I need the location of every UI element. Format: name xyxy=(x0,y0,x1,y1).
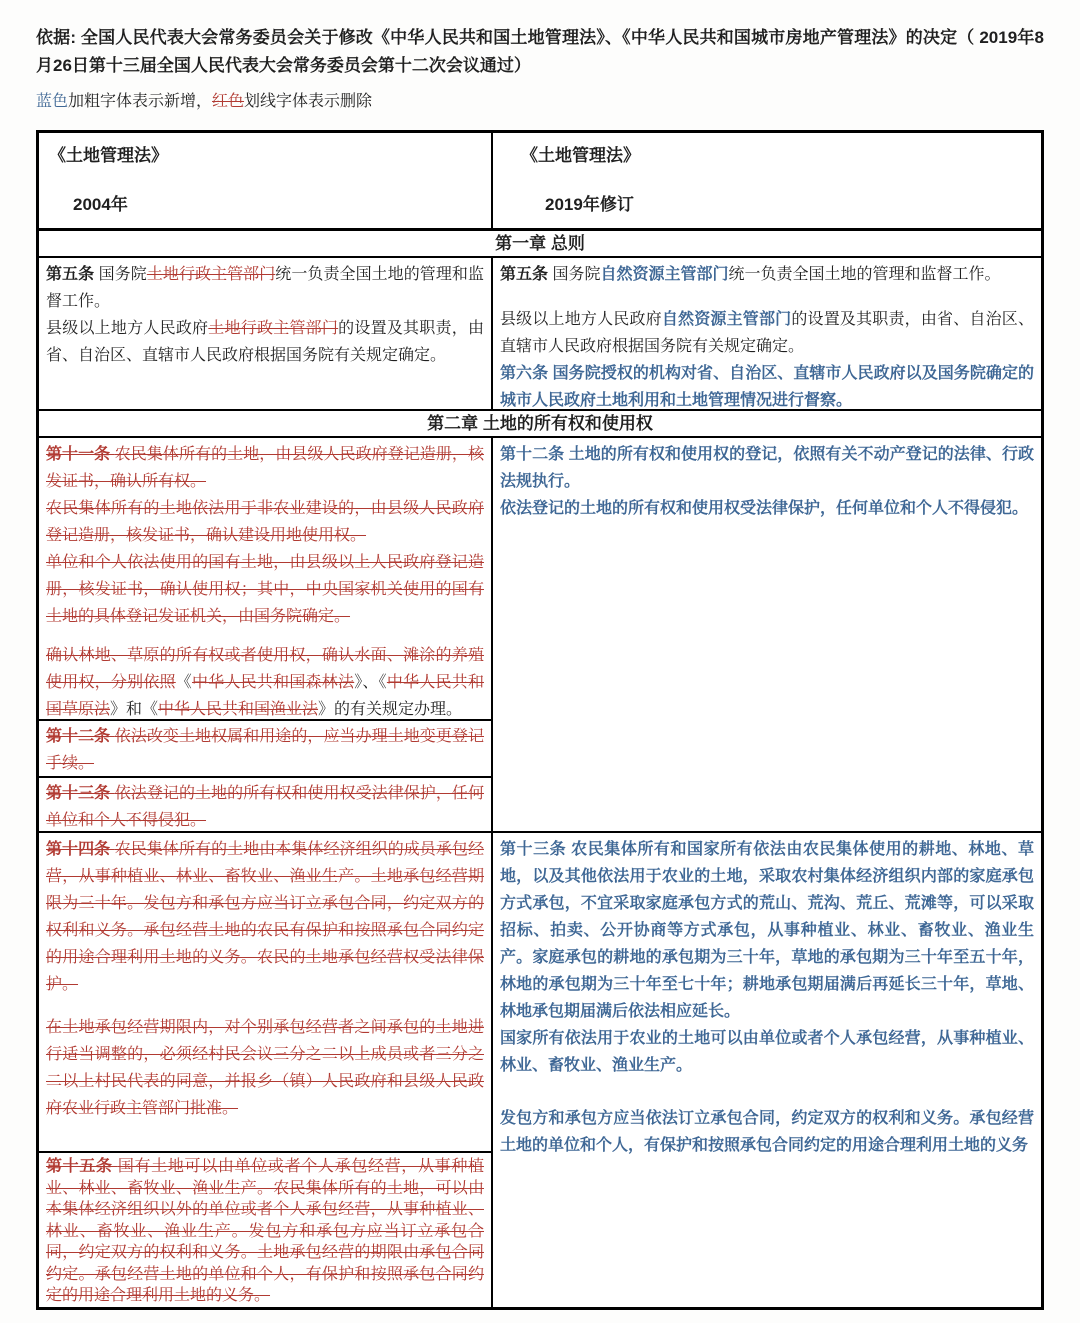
law-year-2004: 2004年 xyxy=(73,195,128,214)
old-law-column xyxy=(39,438,493,1307)
paragraph xyxy=(46,642,484,721)
text-run: 国家所有依法用于农业的土地可以由单位或者个人承包经营，从事种植业、林业、畜牧业、渔业生产。 xyxy=(500,1030,1034,1074)
text-run: 自然资源主管部门 xyxy=(600,266,729,283)
law-title-new: 《土地管理法》 xyxy=(521,146,640,165)
table-body xyxy=(39,438,1041,1307)
text-run: 统一负责全国土地的管理和监督工作。 xyxy=(728,266,1001,283)
article-15-old-cell xyxy=(39,1153,491,1307)
text-run: 第十一条 xyxy=(46,446,115,463)
text-run: 县级以上地方人民政府 xyxy=(500,311,662,328)
paragraph xyxy=(500,261,1034,288)
text-run: 红色 xyxy=(212,93,245,110)
comparison-table xyxy=(36,130,1044,1310)
article-5-old-cell xyxy=(39,258,493,409)
article-12-old-cell xyxy=(39,721,491,778)
text-run: 依法登记的土地的所有权和使用权受法律保护，任何单位和个人不得侵犯。 xyxy=(500,500,1029,517)
text-run: 农民集体所有的土地由本集体经济组织的成员承包经营，从事种植业、林业、畜牧业、渔业生产。土地承包经营期限为三十年。发包方和承包方应当订立承包合同，约定双方的权利和义务。承包经营土地的农民有保护和按照承包合同约定的用途合理利用土地的义务。农民的土地承包经营权受法律保护。 xyxy=(46,841,484,993)
text-run: 单位和个人依法使用的国有土地，由县级以上人民政府登记造册，核发证书，确认使用权；其中，中央国家机关使用的国有土地的具体登记发证机关，由国务院确定。 xyxy=(46,554,484,625)
new-law-column xyxy=(493,438,1041,1307)
paragraph xyxy=(500,1025,1034,1079)
paragraph xyxy=(500,360,1034,409)
text-run: 发包方和承包方应当依法订立承包合同，约定双方的权利和义务。承包经营土地的单位和个人，有保护和按照承包合同约定的用途合理利用土地的义务 xyxy=(500,1110,1034,1154)
paragraph xyxy=(46,261,484,315)
text-run: 县级以上地方人民政府 xyxy=(46,320,209,337)
paragraph xyxy=(500,441,1034,495)
paragraph xyxy=(46,441,484,495)
chapter-1-heading: 第一章 总则 xyxy=(39,231,1041,258)
text-run: 在土地承包经营期限内，对个别承包经营者之间承包的土地进行适当调整的，必须经村民会议三分之二以上成员或者三分之二以上村民代表的同意，并报乡（镇）人民政府和县级人民政府农业行政主管部门批准。 xyxy=(46,1019,484,1117)
text-run: 国有土地可以由单位或者个人承包经营，从事种植业、林业、畜牧业、渔业生产。农民集体所有的土地，可以由本集体经济组织以外的单位或者个人承包经营，从事种植业、林业、畜牧业、渔业生产。发包方和承包方应当订立承包合同，约定双方的权利和义务。土地承包经营的期限由承包合同约定。承包经营土地的单位和个人，有保护和按照承包合同约定的用途合理利用土地的义务。 xyxy=(46,1158,484,1304)
paragraph xyxy=(46,836,484,998)
text-run: 依法登记的土地的所有权和使用权受法律保护，任何单位和个人不得侵犯。 xyxy=(46,785,484,829)
text-run: 第十五条 xyxy=(46,1158,118,1175)
paragraph xyxy=(46,780,484,833)
text-run: 依法改变土地权属和用途的，应当办理土地变更登记手续。 xyxy=(46,728,484,772)
paragraph xyxy=(500,836,1034,1025)
text-run: 》、《 xyxy=(354,674,387,691)
table-header-old-law xyxy=(39,133,493,228)
text-run: 中华人民共和国渔业法 xyxy=(158,701,319,718)
text-run: 第五条 xyxy=(500,266,553,283)
text-run: 的设置及其职责，由省、自治区、直辖市人民政府根据国务院有关规定确定。 xyxy=(46,320,484,364)
text-run: 农民集体所有的土地，由县级人民政府登记造册，核发证书，确认所有权。 xyxy=(46,446,484,490)
text-run: 农民集体所有的土地依法用于非农业建设的，由县级人民政府登记造册，核发证书，确认建设用地使用权。 xyxy=(46,500,484,544)
text-run: 第十二条 xyxy=(46,728,115,745)
article-13-old-cell xyxy=(39,778,491,833)
text-run: 依据: 全国人民代表大会常务委员会关于修改《中华人民共和国土地管理法》、《中华人民共和国城市房地产管理法》的决定（ 2019年8月26日第十三届全国人民代表大会常务委员会第十二次会议通过） xyxy=(36,28,1044,75)
text-run: 第十二条 土地的所有权和使用权的登记，依照有关不动产登记的法律、行政法规执行。 xyxy=(500,446,1034,490)
color-legend xyxy=(36,90,1044,114)
paragraph xyxy=(500,495,1034,522)
text-run: 中华人民共和国森林法 xyxy=(192,674,355,691)
paragraph xyxy=(46,549,484,630)
paragraph xyxy=(46,1014,484,1122)
article-12-new-cell xyxy=(493,438,1041,833)
text-run: 第六条 国务院授权的机构对省、自治区、直辖市人民政府以及国务院确定的城市人民政府土地利用和土地管理情况进行督察。 xyxy=(500,365,1034,409)
article-5-new-cell xyxy=(493,258,1041,409)
text-run: 第五条 xyxy=(46,266,99,283)
article-13-new-cell xyxy=(493,833,1041,1307)
text-run: 划线字体表示删除 xyxy=(244,93,373,110)
law-year-2019: 2019年修订 xyxy=(545,195,634,214)
text-run: 确认林地、草原的所有权或者使用权，确认水面、滩涂的养殖使用权，分别依照 xyxy=(46,647,484,691)
paragraph xyxy=(46,315,484,369)
text-run: 统一负责全国土地的管理和监督工作。 xyxy=(46,266,484,310)
text-run: 第十四条 xyxy=(46,841,115,858)
table-header-row xyxy=(39,133,1041,231)
text-run: 国务院 xyxy=(98,266,147,283)
text-run: 第十三条 xyxy=(46,785,115,802)
paragraph xyxy=(46,495,484,549)
text-run: 土地行政主管部门 xyxy=(208,320,339,337)
paragraph xyxy=(46,723,484,777)
text-run: 国务院 xyxy=(552,266,601,283)
text-run: 第十三条 农民集体所有和国家所有依法由农民集体使用的耕地、林地、草地，以及其他依法用于农业的土地，采取农村集体经济组织内部的家庭承包方式承包，不宜采取家庭承包方式的荒山、荒沟、荒丘、荒滩等，可以采取招标、拍卖、公开协商等方式承包，从事种植业、林业、畜牧业、渔业生产。家庭承包的耕地的承包期为三十年，草地的承包期为三十年至五十年，林地的承包期为三十年至七十年；耕地承包期届满后再延长三十年，草地、林地承包期届满后依法相应延长。 xyxy=(500,841,1034,1020)
article-5-row xyxy=(39,258,1041,411)
paragraph xyxy=(500,306,1034,360)
text-run: 蓝色 xyxy=(36,93,69,110)
text-run: 加粗字体表示新增， xyxy=(68,93,213,110)
text-run: 《 xyxy=(175,674,192,691)
chapter-2-heading: 第二章 土地的所有权和使用权 xyxy=(39,411,1041,438)
article-11-old-cell xyxy=(39,438,491,721)
text-run: 的设置及其职责，由省、自治区、直辖市人民政府根据国务院有关规定确定。 xyxy=(500,311,1034,355)
document-preamble xyxy=(36,24,1044,80)
text-run: 自然资源主管部门 xyxy=(661,311,792,328)
paragraph xyxy=(46,1156,484,1307)
text-run: 》和《 xyxy=(110,701,159,718)
text-run: 土地行政主管部门 xyxy=(146,266,276,283)
text-run: 》的有关规定办理。 xyxy=(318,701,463,718)
text-run: 中华人民共和国草原法 xyxy=(46,674,484,718)
article-14-old-cell xyxy=(39,833,491,1153)
table-header-new-law xyxy=(493,133,1041,228)
paragraph xyxy=(500,1105,1034,1159)
law-title-old: 《土地管理法》 xyxy=(49,146,168,165)
